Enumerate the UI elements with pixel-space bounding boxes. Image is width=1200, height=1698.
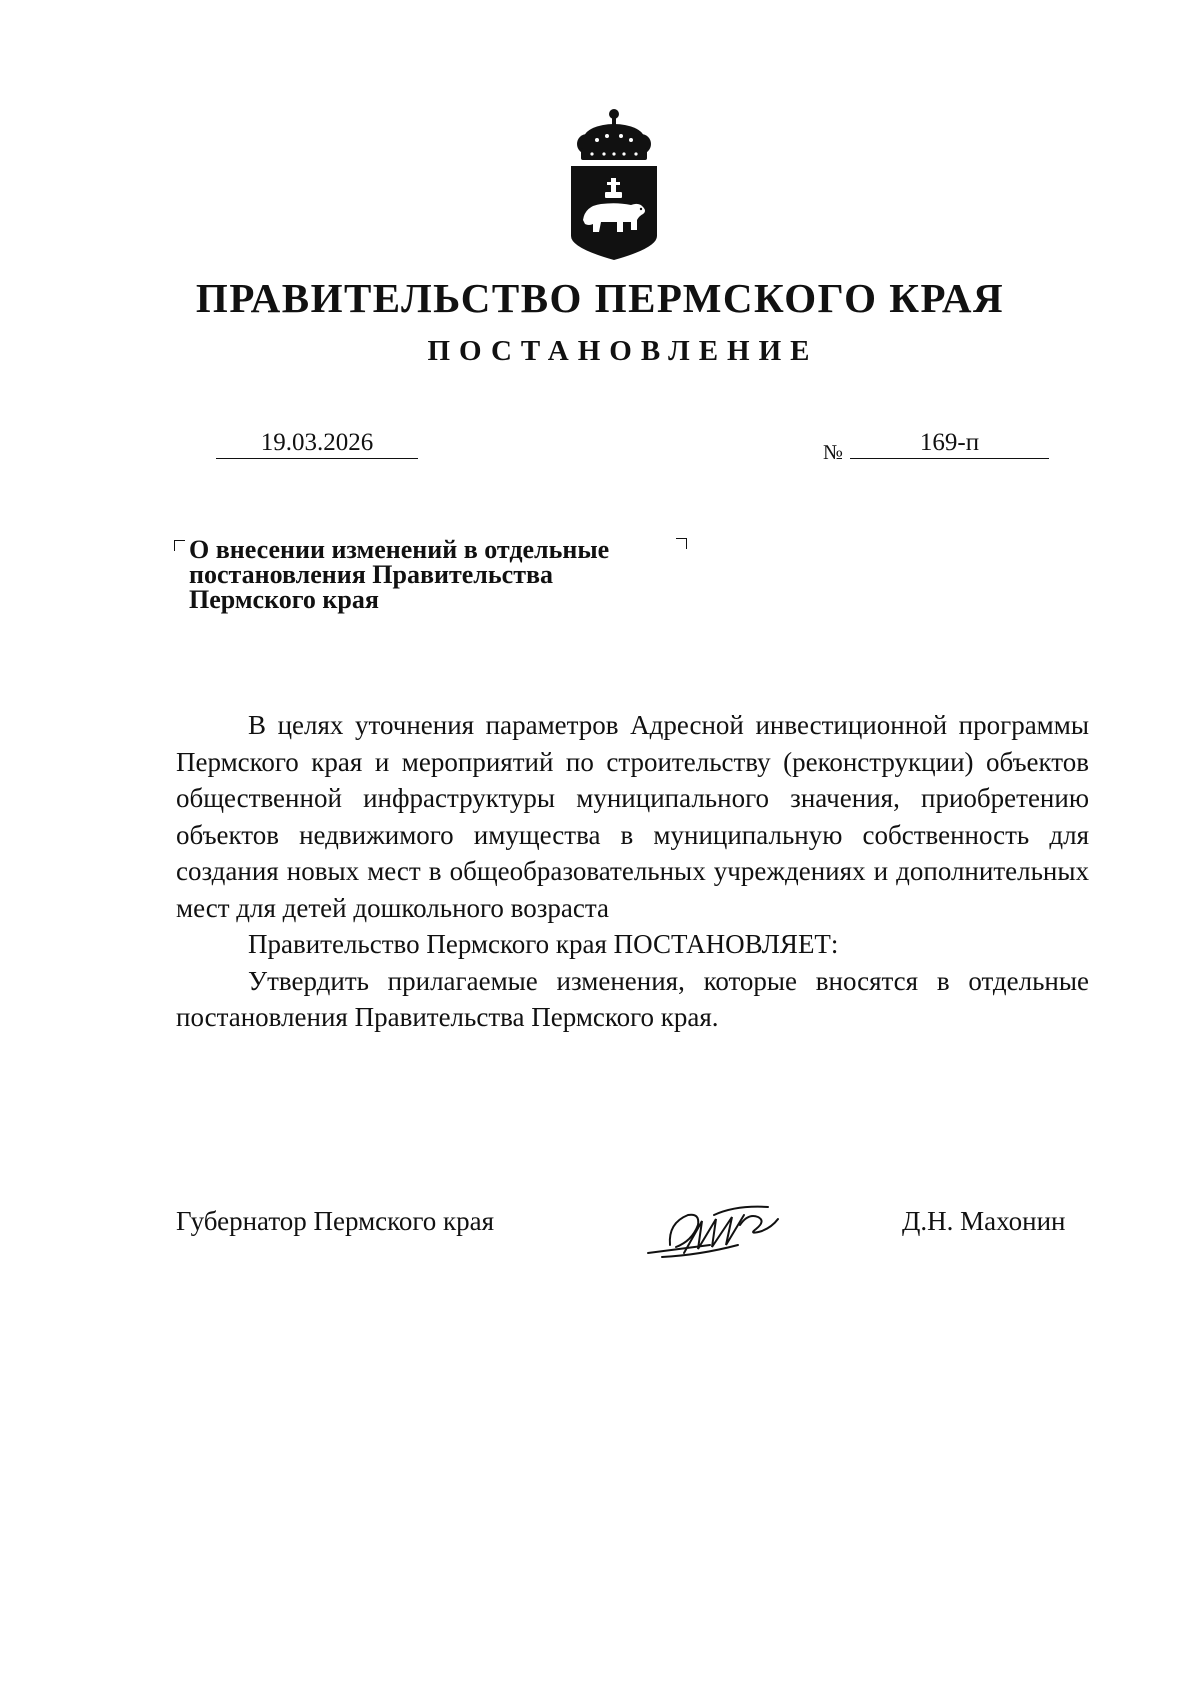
subject-corner-right (676, 538, 687, 549)
body-paragraph-resolution: Правительство Пермского края ПОСТАНОВЛЯЕТ: (248, 929, 839, 959)
subject-line: постановления Правительства (189, 560, 553, 589)
subject-corner-left (174, 540, 185, 551)
body-paragraph-preamble: В целях уточнения параметров Адресной инвестиционной программы Пермского края и мероприятий по строительству (реконструкции) объектов общественной инфраструктуры муниципального значения, приобретению объектов недвижимого имущества в муниципальную собственность для создания новых мест в общеобразовательных учреждениях и дополнительных мест для детей дошкольного возраста (176, 710, 1089, 923)
document-number: 169-п (850, 428, 1049, 459)
document-type-title: ПОСТАНОВЛЕНИЕ (427, 335, 819, 367)
subject-line: Пермского края (189, 585, 379, 614)
subject-line: О внесении изменений в отдельные (189, 535, 610, 564)
handwritten-signature (640, 1185, 810, 1265)
signatory-name: Д.Н. Махонин (902, 1206, 1066, 1236)
document-body (176, 707, 1089, 1036)
number-label: № (823, 440, 844, 464)
document-date: 19.03.2026 (216, 428, 418, 459)
document-subject (189, 537, 669, 612)
body-paragraph-decision: Утвердить прилагаемые изменения, которые вносятся в отдельные постановления Правительства Пермского края. (176, 965, 1089, 1032)
organization-title: ПРАВИТЕЛЬСТВО ПЕРМСКОГО КРАЯ (195, 275, 1005, 321)
perm-krai-coat-of-arms-icon (567, 108, 661, 260)
signatory-position: Губернатор Пермского края (176, 1206, 495, 1236)
